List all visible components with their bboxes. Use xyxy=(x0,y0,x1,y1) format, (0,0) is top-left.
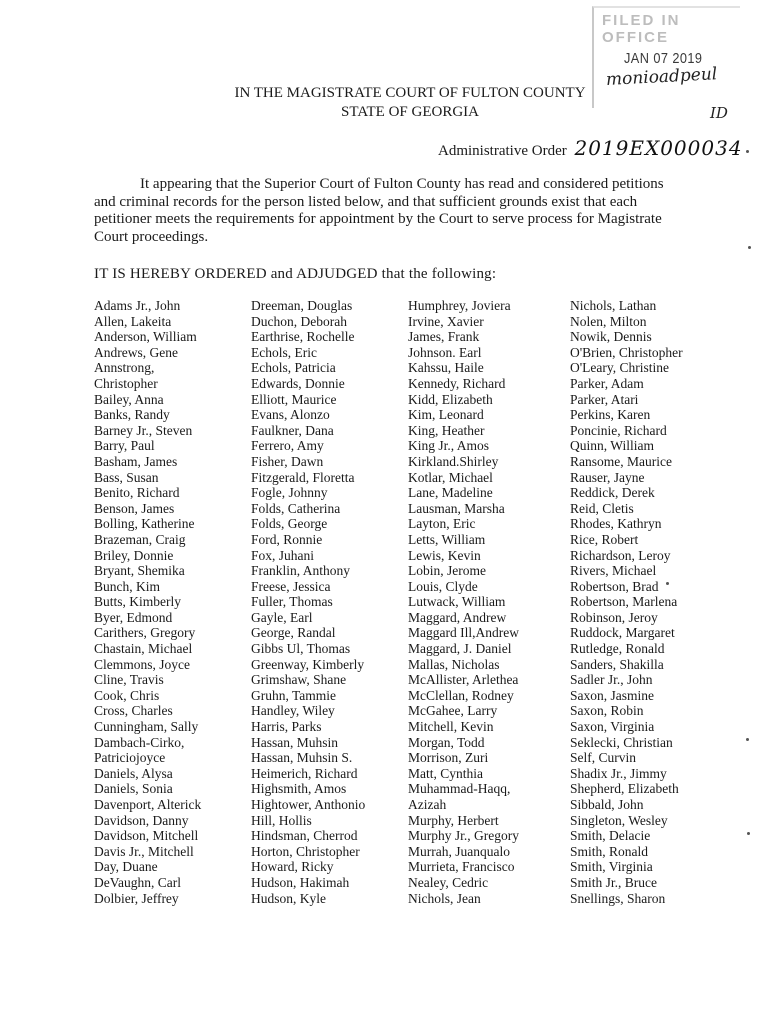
stamp-header: FILED IN OFFICE xyxy=(602,12,681,46)
name-entry: Christopher xyxy=(94,375,158,391)
name-entry: Johnson. Earl xyxy=(408,344,482,360)
name-entry: Grimshaw, Shane xyxy=(251,672,347,688)
name-entry: Annstrong, xyxy=(94,360,155,376)
name-entry: Davidson, Danny xyxy=(94,812,189,828)
names-column-4 xyxy=(570,298,683,906)
name-entry: Maggard, Andrew xyxy=(408,609,507,625)
order-label: Administrative Order xyxy=(438,143,567,159)
name-entry: Lausman, Marsha xyxy=(408,500,505,516)
name-entry: Robertson, Brad xyxy=(570,578,659,594)
name-entry: Lutwack, William xyxy=(408,594,506,610)
stamp-date: JAN 07 2019 xyxy=(624,50,703,67)
name-entry: Hightower, Anthonio xyxy=(251,797,366,812)
name-entry: Day, Duane xyxy=(94,859,158,875)
name-entry: Fox, Juhani xyxy=(251,547,315,563)
name-entry: Nolen, Milton xyxy=(570,313,647,329)
name-entry: Nichols, Lathan xyxy=(570,298,657,313)
name-entry: Ferrero, Amy xyxy=(251,438,324,454)
name-entry: King, Heather xyxy=(408,422,485,438)
scan-speck xyxy=(746,150,749,153)
name-entry: Davenport, Alterick xyxy=(94,797,202,812)
name-entry: Nealey, Cedric xyxy=(408,874,489,890)
name-entry: Rivers, Michael xyxy=(570,563,657,579)
name-entry: Dolbier, Jeffrey xyxy=(94,890,179,906)
name-entry: Reid, Cletis xyxy=(570,500,634,516)
name-entry: Dambach-Cirko, xyxy=(94,734,185,750)
name-entry: Richardson, Leroy xyxy=(570,547,671,563)
name-entry: Rhodes, Kathryn xyxy=(570,516,662,532)
name-entry: Carithers, Gregory xyxy=(94,625,196,641)
name-entry: Smith Jr., Bruce xyxy=(570,874,657,890)
name-entry: Sadler Jr., John xyxy=(570,672,653,688)
name-entry: Benson, James xyxy=(94,500,175,516)
name-entry: Freese, Jessica xyxy=(251,578,331,594)
name-entry: Harris, Parks xyxy=(251,719,322,735)
name-entry: Mallas, Nicholas xyxy=(408,656,500,672)
name-entry: McAllister, Arlethea xyxy=(408,672,519,688)
name-entry: Smith, Delacie xyxy=(570,828,651,844)
name-entry: Letts, William xyxy=(408,531,486,547)
name-entry: Byer, Edmond xyxy=(94,609,173,625)
name-entry: Hassan, Muhsin S. xyxy=(251,750,353,766)
name-entry: Quinn, William xyxy=(570,438,654,454)
name-entry: Kennedy, Richard xyxy=(408,375,506,391)
name-entry: Kidd, Elizabeth xyxy=(408,391,493,407)
name-entry: Handley, Wiley xyxy=(251,703,335,719)
stamp-signature: monioadpeul xyxy=(605,64,718,90)
name-entry: James, Frank xyxy=(408,329,480,345)
name-entry: Brazeman, Craig xyxy=(94,531,186,547)
name-entry: Anderson, William xyxy=(94,329,197,345)
name-entry: Robinson, Jeroy xyxy=(570,609,658,625)
name-entry: Davidson, Mitchell xyxy=(94,828,199,844)
name-entry: Bass, Susan xyxy=(94,469,159,485)
name-entry: Allen, Lakeita xyxy=(94,313,172,329)
name-entry: Hudson, Hakimah xyxy=(251,874,350,890)
name-entry: Briley, Donnie xyxy=(94,547,174,563)
name-entry: Kirkland.Shirley xyxy=(408,453,499,469)
name-entry: Adams Jr., John xyxy=(94,298,181,313)
name-entry: Layton, Eric xyxy=(408,516,476,532)
name-entry: Fisher, Dawn xyxy=(251,453,324,469)
name-entry: Bailey, Anna xyxy=(94,391,164,407)
name-entry: Rauser, Jayne xyxy=(570,469,645,485)
names-column-2 xyxy=(251,298,365,906)
name-entry: Butts, Kimberly xyxy=(94,594,181,610)
court-name: IN THE MAGISTRATE COURT OF FULTON COUNTY xyxy=(234,85,586,101)
intro-paragraph: It appearing that the Superior Court of Fulton County has read and considered petitions and criminal records for the person listed below, and that sufficient grounds exist that each petitioner meets the requirements for appointment by the Court to serve process for Magistrate Court proceedings. xyxy=(94,176,664,245)
name-entry: Barry, Paul xyxy=(94,438,155,454)
name-entry: Ford, Ronnie xyxy=(251,531,323,547)
name-entry: Echols, Patricia xyxy=(251,360,336,376)
name-entry: George, Randal xyxy=(251,625,336,641)
name-entry: Daniels, Alysa xyxy=(94,765,173,781)
name-entry: Azizah xyxy=(408,797,447,812)
name-entry: Morgan, Todd xyxy=(408,734,485,750)
name-entry: Poncinie, Richard xyxy=(570,422,667,438)
order-number: 2019EX000034 xyxy=(574,136,743,160)
name-entry: Chastain, Michael xyxy=(94,641,193,657)
name-entry: O'Leary, Christine xyxy=(570,360,670,376)
name-entry: Barney Jr., Steven xyxy=(94,422,193,438)
names-column-3 xyxy=(408,298,519,906)
name-entry: Saxon, Jasmine xyxy=(570,687,654,703)
name-entry: Bryant, Shemika xyxy=(94,563,185,579)
name-entry: McClellan, Rodney xyxy=(408,687,514,703)
scan-speck xyxy=(747,832,750,835)
name-entry: Ruddock, Margaret xyxy=(570,625,675,641)
name-entry: DeVaughn, Carl xyxy=(94,874,181,890)
name-entry: Snellings, Sharon xyxy=(570,890,666,906)
name-entry: Saxon, Virginia xyxy=(570,719,655,735)
scan-speck xyxy=(748,246,751,249)
name-entry: Parker, Atari xyxy=(570,391,639,407)
name-entry: Cunningham, Sally xyxy=(94,719,199,735)
name-entry: Banks, Randy xyxy=(94,407,170,423)
name-entry: O'Brien, Christopher xyxy=(570,344,683,360)
name-entry: Morrison, Zuri xyxy=(408,750,489,766)
name-entry: Sibbald, John xyxy=(570,797,644,812)
name-entry: Lane, Madeline xyxy=(408,485,493,501)
name-entry: Folds, Catherina xyxy=(251,500,341,516)
name-entry: Rice, Robert xyxy=(570,531,639,547)
state-name: STATE OF GEORGIA xyxy=(341,104,479,120)
name-entry: Nichols, Jean xyxy=(408,890,481,906)
name-entry: Highsmith, Amos xyxy=(251,781,347,797)
name-entry: Duchon, Deborah xyxy=(251,313,347,329)
name-entry: Matt, Cynthia xyxy=(408,765,483,781)
administrative-order xyxy=(438,136,743,160)
name-entry: Gruhn, Tammie xyxy=(251,687,337,703)
name-entry: Murphy, Herbert xyxy=(408,812,499,828)
name-entry: Rutledge, Ronald xyxy=(570,641,665,657)
name-entry: Franklin, Anthony xyxy=(251,563,351,579)
name-entry: Louis, Clyde xyxy=(408,578,478,594)
name-entry: Patriciojoyce xyxy=(94,750,166,766)
name-entry: Seklecki, Christian xyxy=(570,734,673,750)
name-entry: Humphrey, Joviera xyxy=(408,298,511,313)
name-entry: Ransome, Maurice xyxy=(570,453,672,469)
name-entry: Parker, Adam xyxy=(570,375,644,391)
name-entry: Shepherd, Elizabeth xyxy=(570,781,679,797)
name-entry: Fogle, Johnny xyxy=(251,485,328,501)
name-entry: Saxon, Robin xyxy=(570,703,644,719)
filed-stamp xyxy=(592,6,740,122)
name-entry: Muhammad-Haqq, xyxy=(408,781,511,797)
name-entry: Smith, Virginia xyxy=(570,859,653,875)
name-entry: Hill, Hollis xyxy=(251,812,312,828)
name-entry: Bolling, Katherine xyxy=(94,516,195,532)
name-entry: Benito, Richard xyxy=(94,485,180,501)
name-entry: Greenway, Kimberly xyxy=(251,656,365,672)
name-entry: Hindsman, Cherrod xyxy=(251,828,358,844)
name-entry: Dreeman, Douglas xyxy=(251,298,353,313)
name-entry: Shadix Jr., Jimmy xyxy=(570,765,667,781)
court-heading xyxy=(220,84,600,122)
name-entry: Cline, Travis xyxy=(94,672,164,688)
name-entry: Basham, James xyxy=(94,453,178,469)
name-entry: Folds, George xyxy=(251,516,328,532)
name-entry: Earthrise, Rochelle xyxy=(251,329,355,345)
name-entry: Kim, Leonard xyxy=(408,407,484,423)
names-column-1 xyxy=(94,298,201,906)
name-entry: Reddick, Derek xyxy=(570,485,655,501)
name-entry: Bunch, Kim xyxy=(94,578,160,594)
name-entry: Cross, Charles xyxy=(94,703,173,719)
name-entry: Maggard, J. Daniel xyxy=(408,641,512,657)
name-entry: Hassan, Muhsin xyxy=(251,734,338,750)
name-entry: Edwards, Donnie xyxy=(251,375,345,391)
name-entry: Kahssu, Haile xyxy=(408,360,484,376)
ordered-line: IT IS HEREBY ORDERED and ADJUDGED that the following: xyxy=(94,266,497,282)
name-entry: Faulkner, Dana xyxy=(251,422,334,438)
name-entry: Perkins, Karen xyxy=(570,407,651,423)
name-entry: Fuller, Thomas xyxy=(251,594,333,610)
name-entry: Andrews, Gene xyxy=(94,344,178,360)
name-entry: Howard, Ricky xyxy=(251,859,334,875)
name-entry: Hudson, Kyle xyxy=(251,890,326,906)
name-entry: Singleton, Wesley xyxy=(570,812,668,828)
scan-speck xyxy=(666,582,669,585)
name-entry: Evans, Alonzo xyxy=(251,407,330,423)
name-entry: Self, Curvin xyxy=(570,750,636,766)
name-entry: Mitchell, Kevin xyxy=(408,719,494,735)
name-entry: Elliott, Maurice xyxy=(251,391,337,407)
name-entry: McGahee, Larry xyxy=(408,703,498,719)
scan-speck xyxy=(746,738,749,741)
name-entry: Kotlar, Michael xyxy=(408,469,493,485)
name-entry: Davis Jr., Mitchell xyxy=(94,843,194,859)
name-entry: Cook, Chris xyxy=(94,687,160,703)
name-entry: Gibbs Ul, Thomas xyxy=(251,641,351,657)
name-entry: Maggard Ill,Andrew xyxy=(408,625,519,641)
name-entry: Murrah, Juanqualo xyxy=(408,843,510,859)
name-entry: Daniels, Sonia xyxy=(94,781,173,797)
name-entry: Sanders, Shakilla xyxy=(570,656,664,672)
name-entry: Robertson, Marlena xyxy=(570,594,678,610)
name-entry: Fitzgerald, Floretta xyxy=(251,469,355,485)
stamp-initials: ID xyxy=(710,104,728,122)
name-entry: Horton, Christopher xyxy=(251,843,360,859)
name-entry: Heimerich, Richard xyxy=(251,765,358,781)
name-entry: Lobin, Jerome xyxy=(408,563,486,579)
name-entry: Lewis, Kevin xyxy=(408,547,481,563)
name-entry: Gayle, Earl xyxy=(251,609,313,625)
name-entry: King Jr., Amos xyxy=(408,438,490,454)
name-entry: Murrieta, Francisco xyxy=(408,859,515,875)
name-entry: Nowik, Dennis xyxy=(570,329,652,345)
name-entry: Smith, Ronald xyxy=(570,843,649,859)
name-entry: Murphy Jr., Gregory xyxy=(408,828,519,844)
name-entry: Irvine, Xavier xyxy=(408,313,484,329)
name-entry: Echols, Eric xyxy=(251,344,317,360)
name-entry: Clemmons, Joyce xyxy=(94,656,190,672)
